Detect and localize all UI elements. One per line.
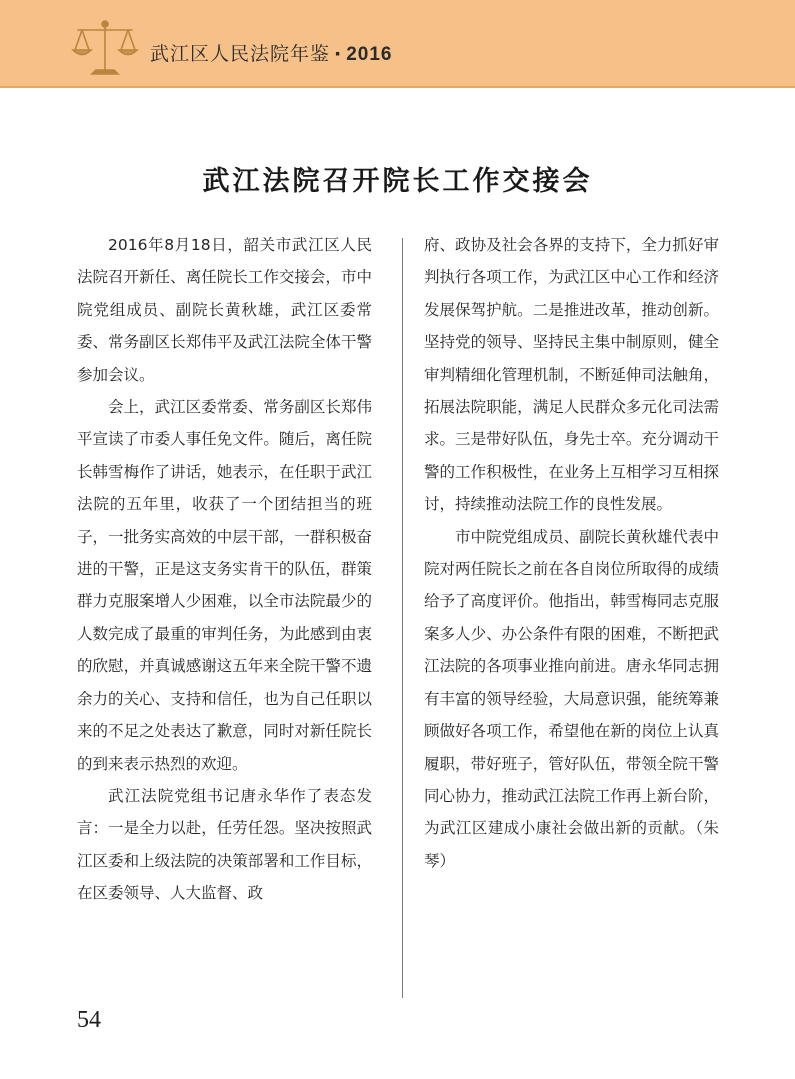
yearbook-year: 2016 <box>346 44 393 65</box>
paragraph: 市中院党组成员、副院长黄秋雄代表中院对两任院长之前在各自岗位所取得的成绩给予了高度评价。他指出，韩雪梅同志克服案多人少、办公条件有限的困难，不断把武江法院的各项事业推向前进。唐永华同志拥有丰富的领导经验，大局意识强，能统筹兼顾做好各项工作，希望他在新的岗位上认真履职，带好班子，管好队伍，带领全院干警同心协力，推动武江法院工作再上新台阶，为武江区建成小康社会做出新的贡献。（朱琴） <box>424 527 719 870</box>
paragraph: 会上，武江区委常委、常务副区长郑伟平宣读了市委人事任免文件。随后，离任院长韩雪梅作了讲话，她表示，在任职于武江法院的五年里，收获了一个团结担当的班子，一批务实高效的中层干部，一群积极奋进的干警，正是这支务实肯干的队伍，群策群力克服案增人少困难，以全市法院最少的人数完成了最重的审判任务，为此感到由衷的欣慰，并真诚感谢这五年来全院干警不遗余力的关心、支持和信任，也为自己任职以来的不足之处表达了歉意，同时对新任院长的到来表示热烈的欢迎。 <box>77 398 372 773</box>
yearbook-name: 武江区人民法院年鉴 <box>150 43 331 65</box>
paragraph: 2016年8月18日，韶关市武江区人民法院召开新任、离任院长工作交接会，市中院党组成员、副院长黄秋雄，武江区委常委、常务副区长郑伟平及武江法院全体干警参加会议。 <box>77 236 372 384</box>
article-left-column <box>77 229 372 910</box>
column-divider <box>402 238 403 998</box>
paragraph-continuation: 府、政协及社会各界的支持下，全力抓好审判执行各项工作，为武江区中心工作和经济发展保驾护航。二是推进改革，推动创新。坚持党的领导、坚持民主集中制原则，健全审判精细化管理机制，不断延伸司法触角，拓展法院职能，满足人民群众多元化司法需求。三是带好队伍，身先士卒。充分调动干警的工作积极性，在业务上互相学习互相探讨，持续推动法院工作的良性发展。 <box>424 236 719 514</box>
page-number: 54 <box>77 1007 101 1033</box>
header-divider <box>0 86 795 88</box>
title-separator: · <box>334 43 343 65</box>
article-right-column <box>424 229 719 877</box>
paragraph: 武江法院党组书记唐永华作了表态发言：一是全力以赴，任劳任怨。坚决按照武江区委和上级法院的决策部署和工作目标，在区委领导、人大监督、政 <box>77 786 372 903</box>
justice-scale-icon <box>70 16 140 78</box>
yearbook-header-title <box>150 42 393 67</box>
article-title: 武江法院召开院长工作交接会 <box>202 166 593 198</box>
